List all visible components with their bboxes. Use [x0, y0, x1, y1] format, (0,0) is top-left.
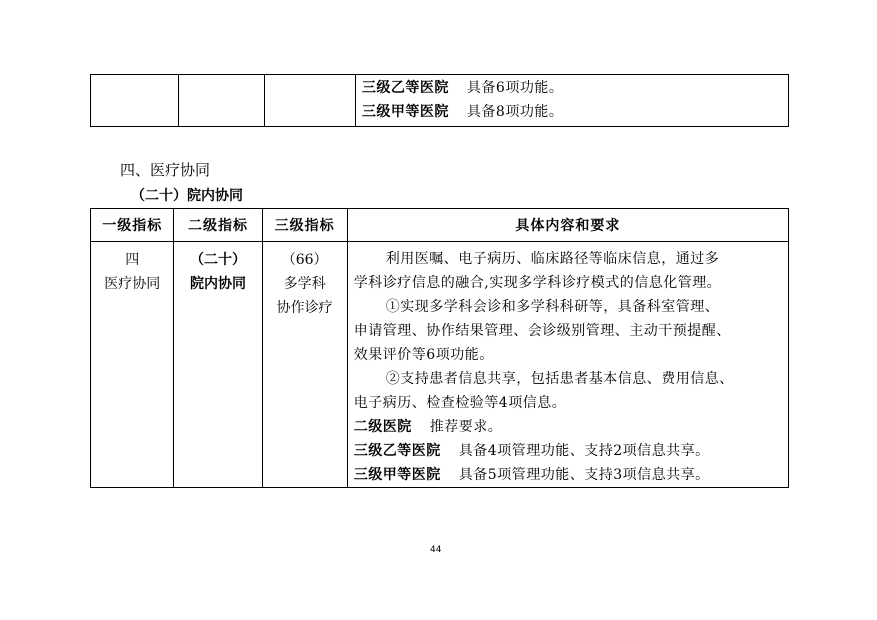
- content-item1-line1: ①实现多学科会诊和多学科科研等，具备科室管理、: [385, 299, 720, 315]
- empty-cell: [265, 75, 356, 127]
- level-label: 三级甲等医院: [361, 104, 449, 120]
- level-text: 具备6项功能。: [466, 80, 564, 96]
- req-text: 具备4项管理功能、支持2项信息共享。: [458, 443, 710, 459]
- header-level2: 二级指标: [174, 209, 262, 242]
- content-item1-line3: 效果评价等6项功能。: [353, 347, 494, 363]
- req-label: 三级乙等医院: [353, 443, 441, 459]
- header-level3: 三级指标: [262, 209, 347, 242]
- level-label: 三级乙等医院: [361, 80, 449, 96]
- content-cell: [347, 242, 788, 488]
- level3-line2: 协作诊疗: [276, 300, 333, 316]
- page-number: 44: [430, 545, 442, 555]
- section-title: 四、医疗协同: [120, 161, 211, 179]
- content-cell: [355, 75, 788, 127]
- empty-cell: [178, 75, 265, 127]
- level3-num: （66）: [281, 252, 328, 268]
- header-row: [91, 209, 789, 242]
- level1-cell: [91, 242, 174, 488]
- level3-cell: [262, 242, 347, 488]
- level1-name: 医疗协同: [104, 276, 161, 292]
- req-text: 具备5项管理功能、支持3项信息共享。: [458, 467, 710, 483]
- content-intro-line2: 学科诊疗信息的融合,实现多学科诊疗模式的信息化管理。: [353, 275, 722, 291]
- sub-title: （二十）院内协同: [131, 188, 243, 204]
- table-row: [91, 75, 789, 127]
- level2-name: 院内协同: [189, 276, 246, 292]
- content-item2-line1: ②支持患者信息共享，包括患者基本信息、费用信息、: [385, 371, 734, 387]
- header-level1: 一级指标: [91, 209, 174, 242]
- req-label: 二级医院: [353, 419, 412, 435]
- req-text: 推荐要求。: [429, 419, 503, 435]
- top-table-fragment: [90, 74, 789, 127]
- content-intro-line1: 利用医嘱、电子病历、临床路径等临床信息，通过多: [385, 251, 720, 267]
- level3-line1: 多学科: [283, 276, 326, 292]
- table-row: [91, 242, 789, 488]
- level2-num: （二十）: [189, 252, 246, 268]
- content-item2-line2: 电子病历、检查检验等4项信息。: [353, 395, 567, 411]
- level-text: 具备8项功能。: [466, 104, 564, 120]
- empty-cell: [91, 75, 179, 127]
- level1-num: 四: [125, 252, 140, 268]
- level2-cell: [174, 242, 262, 488]
- req-label: 三级甲等医院: [353, 467, 441, 483]
- header-content: 具体内容和要求: [347, 209, 788, 242]
- main-table: [90, 208, 789, 488]
- content-item1-line2: 申请管理、协作结果管理、会诊级别管理、主动干预提醒、: [353, 323, 731, 339]
